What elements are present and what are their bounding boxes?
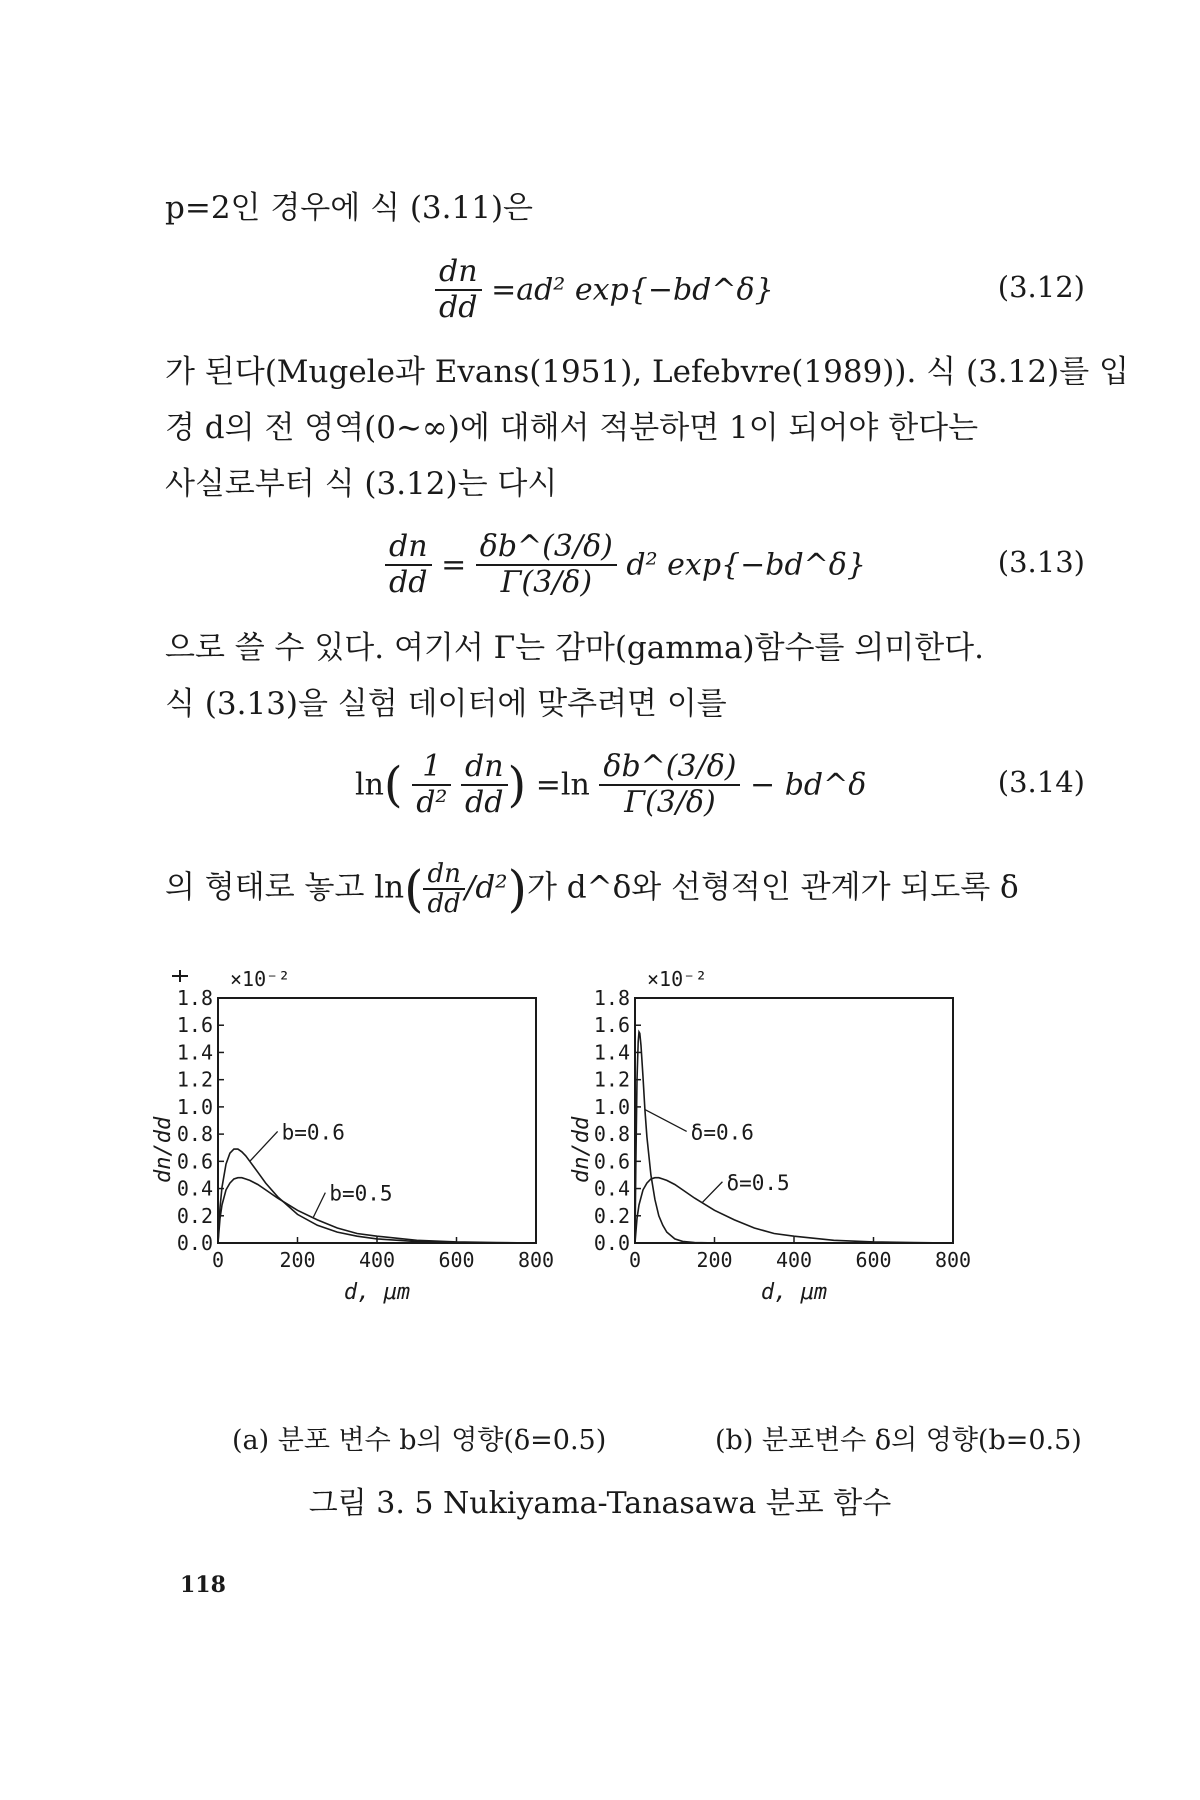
y-tick-label: 0.2 <box>176 1203 213 1228</box>
y-tick-label: 0.0 <box>176 1231 213 1255</box>
y-tick-label: 0.4 <box>593 1176 630 1201</box>
eq13-lhs-fraction: $\frac{dn}{dd}$ <box>385 530 432 600</box>
x-tick-label: 800 <box>517 1248 555 1272</box>
y-tick-label: 1.0 <box>176 1094 213 1119</box>
y-tick-label: 0.8 <box>593 1122 630 1147</box>
y-tick-label: 0.8 <box>176 1122 213 1147</box>
eq12-lhs-fraction: $\frac{dn}{dd}$ <box>435 255 482 325</box>
y-tick-label: 0.2 <box>593 1203 630 1228</box>
chart-b <box>570 970 1000 1310</box>
y-tick-label: 1.4 <box>176 1040 213 1065</box>
y-tick-label: 1.8 <box>176 986 213 1010</box>
y-tick-label: 0.6 <box>593 1149 630 1174</box>
equation-number-3-14: (3.14) <box>997 765 1085 799</box>
x-tick-label: 400 <box>775 1248 813 1272</box>
x-axis-label: d, μm <box>760 1280 828 1305</box>
paragraph-line: 사실로부터 식 (3.12)는 다시 <box>165 466 558 502</box>
paragraph-line-4: 의 형태로 놓고 ln( $\frac{dn}{dd}$ /d²)가 d^δ와 선형적인 관계가 되도록 δ <box>165 859 1019 919</box>
series-line-2 <box>635 1178 953 1243</box>
y-axis-label: dn/dd <box>151 1116 176 1184</box>
paragraph-line: 경 d의 전 영역(0∼∞)에 대해서 적분하면 1이 되어야 한다는 <box>165 410 979 446</box>
x-tick-label: 600 <box>438 1248 475 1272</box>
x-tick-label: 400 <box>358 1248 396 1272</box>
annotation-leader <box>313 1193 325 1218</box>
y-tick-label: 0.0 <box>593 1231 630 1255</box>
y-tick-label: 1.2 <box>176 1067 213 1092</box>
chart-b-wrapper <box>570 970 1000 1314</box>
annotation-label: b=0.6 <box>281 1120 345 1145</box>
x-axis-label: d, μm <box>343 1280 411 1305</box>
annotation-leader <box>645 1110 687 1132</box>
y-tick-label: 1.2 <box>593 1067 630 1092</box>
eq13-rhs: d² exp{−bd^δ} <box>626 547 866 583</box>
paragraph-line: 식 (3.13)을 실험 데이터에 맞추려면 이를 <box>165 686 727 722</box>
y-tick-label: 1.4 <box>593 1040 630 1065</box>
annotation-label: δ=0.5 <box>726 1170 790 1195</box>
y-axis-label: dn/dd <box>570 1116 594 1184</box>
annotation-label: b=0.5 <box>329 1181 393 1206</box>
series-line-1 <box>635 1032 953 1243</box>
annotation-leader <box>703 1182 723 1202</box>
paragraph-intro: p=2인 경우에 식 (3.11)은 <box>165 190 533 226</box>
chart-a <box>150 970 570 1310</box>
x-tick-label: 200 <box>696 1248 733 1272</box>
equation-3-14: ln( $\frac{1}{\text{d²}}$ $\frac{dn}{dd}$ ) =ln $\frac{\delta b\^{}(3/\delta)}{\Gamma(3/\delta)}$ − bd^δ <box>355 749 867 820</box>
equation-3-13: $\frac{dn}{dd}$ = $\frac{\delta b\^{}(3/\delta)}{\Gamma(3/\delta)}$ d² exp{−bd^δ} <box>385 530 866 600</box>
paragraph-line: 가 된다(Mugele과 Evans(1951), Lefebvre(1989)). 식 (3.12)를 입 <box>165 354 1129 390</box>
eq12-rhs: =ad² exp{−bd^δ} <box>491 272 774 308</box>
x-tick-label: 200 <box>279 1248 316 1272</box>
page-number: 118 <box>180 1572 226 1598</box>
chart-a-wrapper <box>150 970 570 1314</box>
paragraph-line: 으로 쓸 수 있다. 여기서 Γ는 감마(gamma)함수를 의미한다. <box>165 630 984 666</box>
plot-frame <box>218 998 536 1243</box>
y-tick-label: 0.4 <box>176 1176 213 1201</box>
annotation-label: δ=0.6 <box>690 1120 754 1145</box>
y-multiplier: ×10⁻² <box>647 970 708 991</box>
y-tick-label: 1.0 <box>593 1094 630 1119</box>
y-multiplier: ×10⁻² <box>230 970 291 991</box>
x-tick-label: 0 <box>628 1248 642 1272</box>
plot-frame <box>635 998 953 1243</box>
caption-b: (b) 분포변수 δ의 영향(b=0.5) <box>715 1425 1082 1456</box>
y-tick-label: 0.6 <box>176 1149 213 1174</box>
equation-3-12 <box>435 255 774 325</box>
x-tick-label: 0 <box>211 1248 225 1272</box>
y-tick-label: 1.6 <box>593 1013 630 1038</box>
x-tick-label: 800 <box>934 1248 972 1272</box>
x-tick-label: 600 <box>855 1248 892 1272</box>
figure-title: 그림 3. 5 Nukiyama-Tanasawa 분포 함수 <box>308 1486 892 1521</box>
equation-number-3-12: (3.12) <box>997 270 1085 304</box>
annotation-leader <box>250 1131 278 1161</box>
eq13-coefficient-fraction: $\frac{\delta b\^{}(3/\delta)}{\Gamma(3/\delta)}$ <box>476 530 617 600</box>
caption-a: (a) 분포 변수 b의 영향(δ=0.5) <box>232 1425 607 1456</box>
equation-number-3-13: (3.13) <box>997 545 1085 579</box>
y-tick-label: 1.8 <box>593 986 630 1010</box>
y-tick-label: 1.6 <box>176 1013 213 1038</box>
